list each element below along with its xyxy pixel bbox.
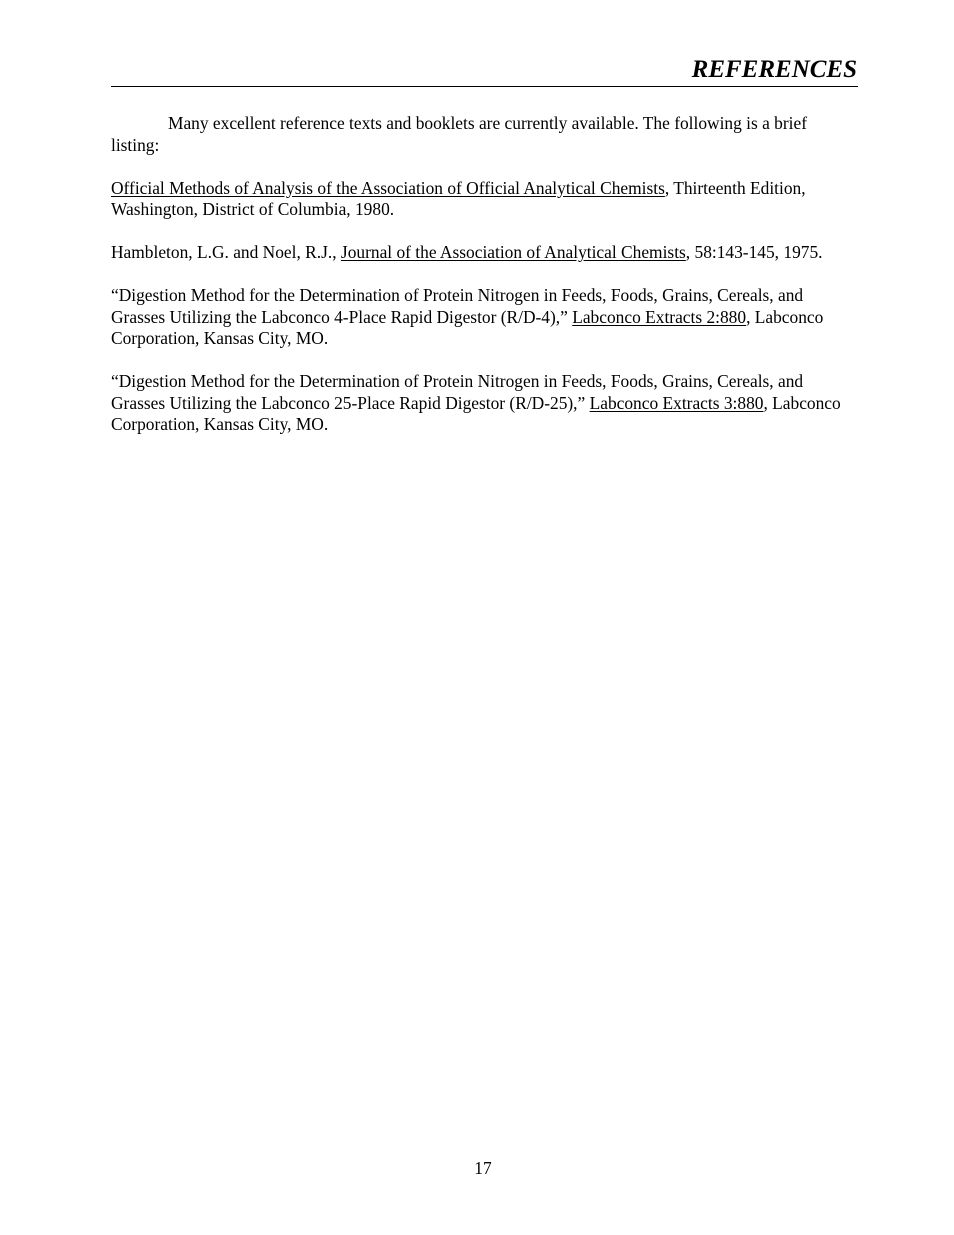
intro-paragraph: Many excellent reference texts and booklets are currently available. The following is a brief listing: xyxy=(111,113,808,155)
reference-entry-4 xyxy=(111,371,857,436)
reference-title: Labconco Extracts 3:880 xyxy=(589,392,764,413)
reference-prefix: “Digestion Method for the Determination of Protein Nitrogen in Feeds, Foods, Grains, Cereals, and Grasses Utilizing the Labconco 4-Place Rapid Digestor (R/D-4),” xyxy=(111,285,804,327)
reference-entry-3 xyxy=(111,285,857,350)
reference-suffix: , Labconco Corporation, Kansas City, MO. xyxy=(111,306,824,348)
reference-entry-1 xyxy=(111,178,857,221)
reference-suffix: , 58:143-145, 1975. xyxy=(685,242,823,262)
section-title: REFERENCES xyxy=(691,56,857,83)
reference-entry-2 xyxy=(111,242,857,264)
reference-title: Journal of the Association of Analytical Chemists xyxy=(340,242,686,262)
reference-title: Labconco Extracts 2:880 xyxy=(572,306,747,327)
header-divider xyxy=(111,86,858,87)
reference-suffix: , Labconco Corporation, Kansas City, MO. xyxy=(111,392,841,434)
reference-suffix: , Thirteenth Edition, Washington, District of Columbia, 1980. xyxy=(111,177,806,219)
page-number: 17 xyxy=(474,1158,492,1178)
reference-prefix: Hambleton, L.G. and Noel, R.J., xyxy=(111,242,341,262)
reference-title: Official Methods of Analysis of the Association of Official Analytical Chemists xyxy=(111,177,665,198)
reference-prefix: “Digestion Method for the Determination of Protein Nitrogen in Feeds, Foods, Grains, Cereals, and Grasses Utilizing the Labconco 25-Place Rapid Digestor (R/D-25),” xyxy=(111,371,804,413)
references-body xyxy=(111,113,857,457)
